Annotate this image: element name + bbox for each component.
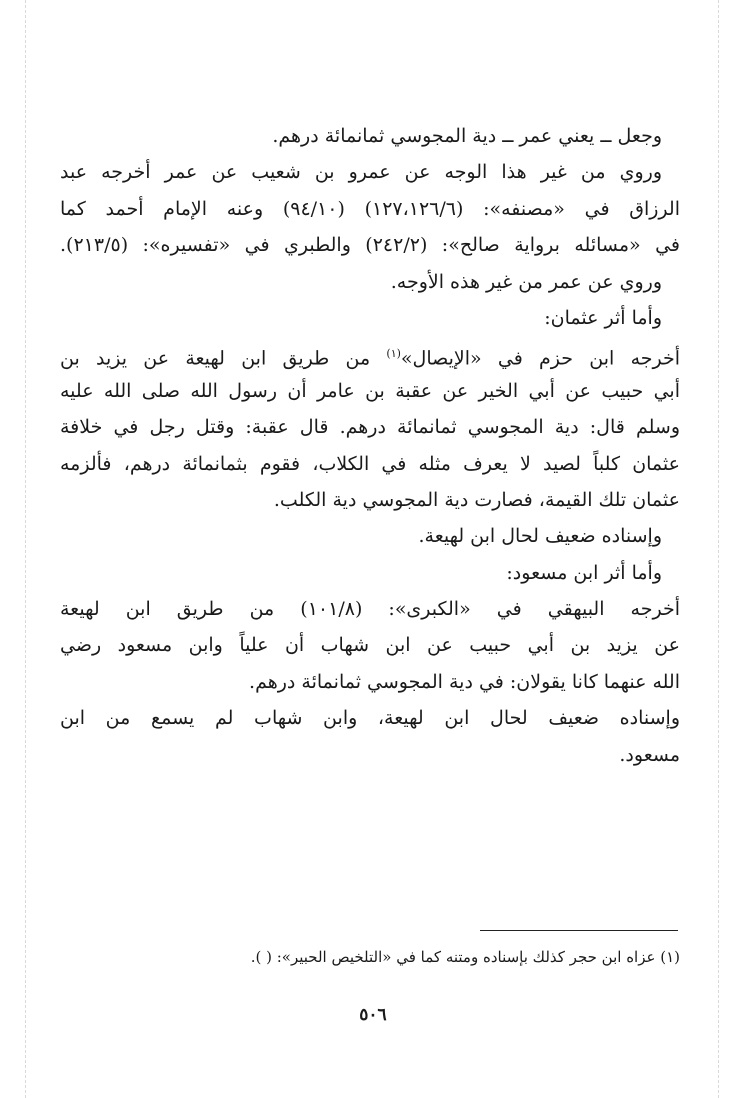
text-line-15: عن يزيد بن أبي حبيب عن ابن شهاب أن علياً وابن مسعود رضي bbox=[60, 634, 680, 657]
page-number: ٥٠٦ bbox=[359, 1005, 387, 1025]
margin-guide-right bbox=[718, 0, 719, 1098]
text-line-1: وجعل ــ يعني عمر ــ دية المجوسي ثمانمائة درهم. bbox=[272, 125, 662, 147]
text-line-6: وأما أثر عثمان: bbox=[544, 306, 662, 329]
text-line-2: وروي من غير هذا الوجه عن عمرو بن شعيب عن عمر أخرجه عبد bbox=[60, 161, 662, 184]
text-line-12: وإسناده ضعيف لحال ابن لهيعة. bbox=[418, 525, 662, 548]
text-line-18: مسعود. bbox=[619, 743, 680, 766]
footnote-text: (١) عزاه ابن حجر كذلك بإسناده ومتنه كما في «التلخيص الحبير»: ( ). bbox=[250, 948, 680, 966]
footnote-reference[interactable]: (١) bbox=[386, 347, 401, 361]
text-line-10: عثمان كلباً لصيد لا يعرف مثله في الكلاب، فقوم بثمانمائة درهم، فألزمه bbox=[60, 452, 680, 475]
text-line-3: الرزاق في «مصنفه»: (١٢٧،١٢٦/٦) (٩٤/١٠) وعنه الإمام أحمد كما bbox=[60, 197, 680, 220]
page-body bbox=[60, 118, 680, 773]
footnote-divider bbox=[480, 930, 678, 931]
text-line-17: وإسناده ضعيف لحال ابن لهيعة، وابن شهاب لم يسمع من ابن bbox=[60, 707, 680, 730]
text-line-7-start: أخرجه ابن حزم في «الإيصال» bbox=[400, 347, 680, 370]
text-line-7 bbox=[60, 336, 680, 372]
text-line-13: وأما أثر ابن مسعود: bbox=[506, 561, 662, 584]
text-line-9: وسلم قال: دية المجوسي ثمانمائة درهم. قال عقبة: وقتل رجل في خلافة bbox=[60, 416, 680, 439]
text-line-4: في «مسائله برواية صالح»: (٢٤٢/٢) والطبري في «تفسيره»: (٢١٣/٥). bbox=[60, 234, 680, 257]
margin-guide-left bbox=[25, 0, 26, 1098]
text-line-7-end: من طريق ابن لهيعة عن يزيد بن bbox=[60, 347, 387, 370]
text-line-5: وروي عن عمر من غير هذه الأوجه. bbox=[390, 270, 662, 293]
text-line-11: عثمان تلك القيمة، فصارت دية المجوسي دية الكلب. bbox=[273, 488, 680, 511]
text-line-14: أخرجه البيهقي في «الكبرى»: (١٠١/٨) من طريق ابن لهيعة bbox=[60, 598, 680, 621]
text-line-16: الله عنهما كانا يقولان: في دية المجوسي ثمانمائة درهم. bbox=[249, 670, 680, 693]
text-line-8: أبي حبيب عن أبي الخير عن عقبة بن عامر أن رسول الله صلى الله عليه bbox=[60, 379, 680, 402]
